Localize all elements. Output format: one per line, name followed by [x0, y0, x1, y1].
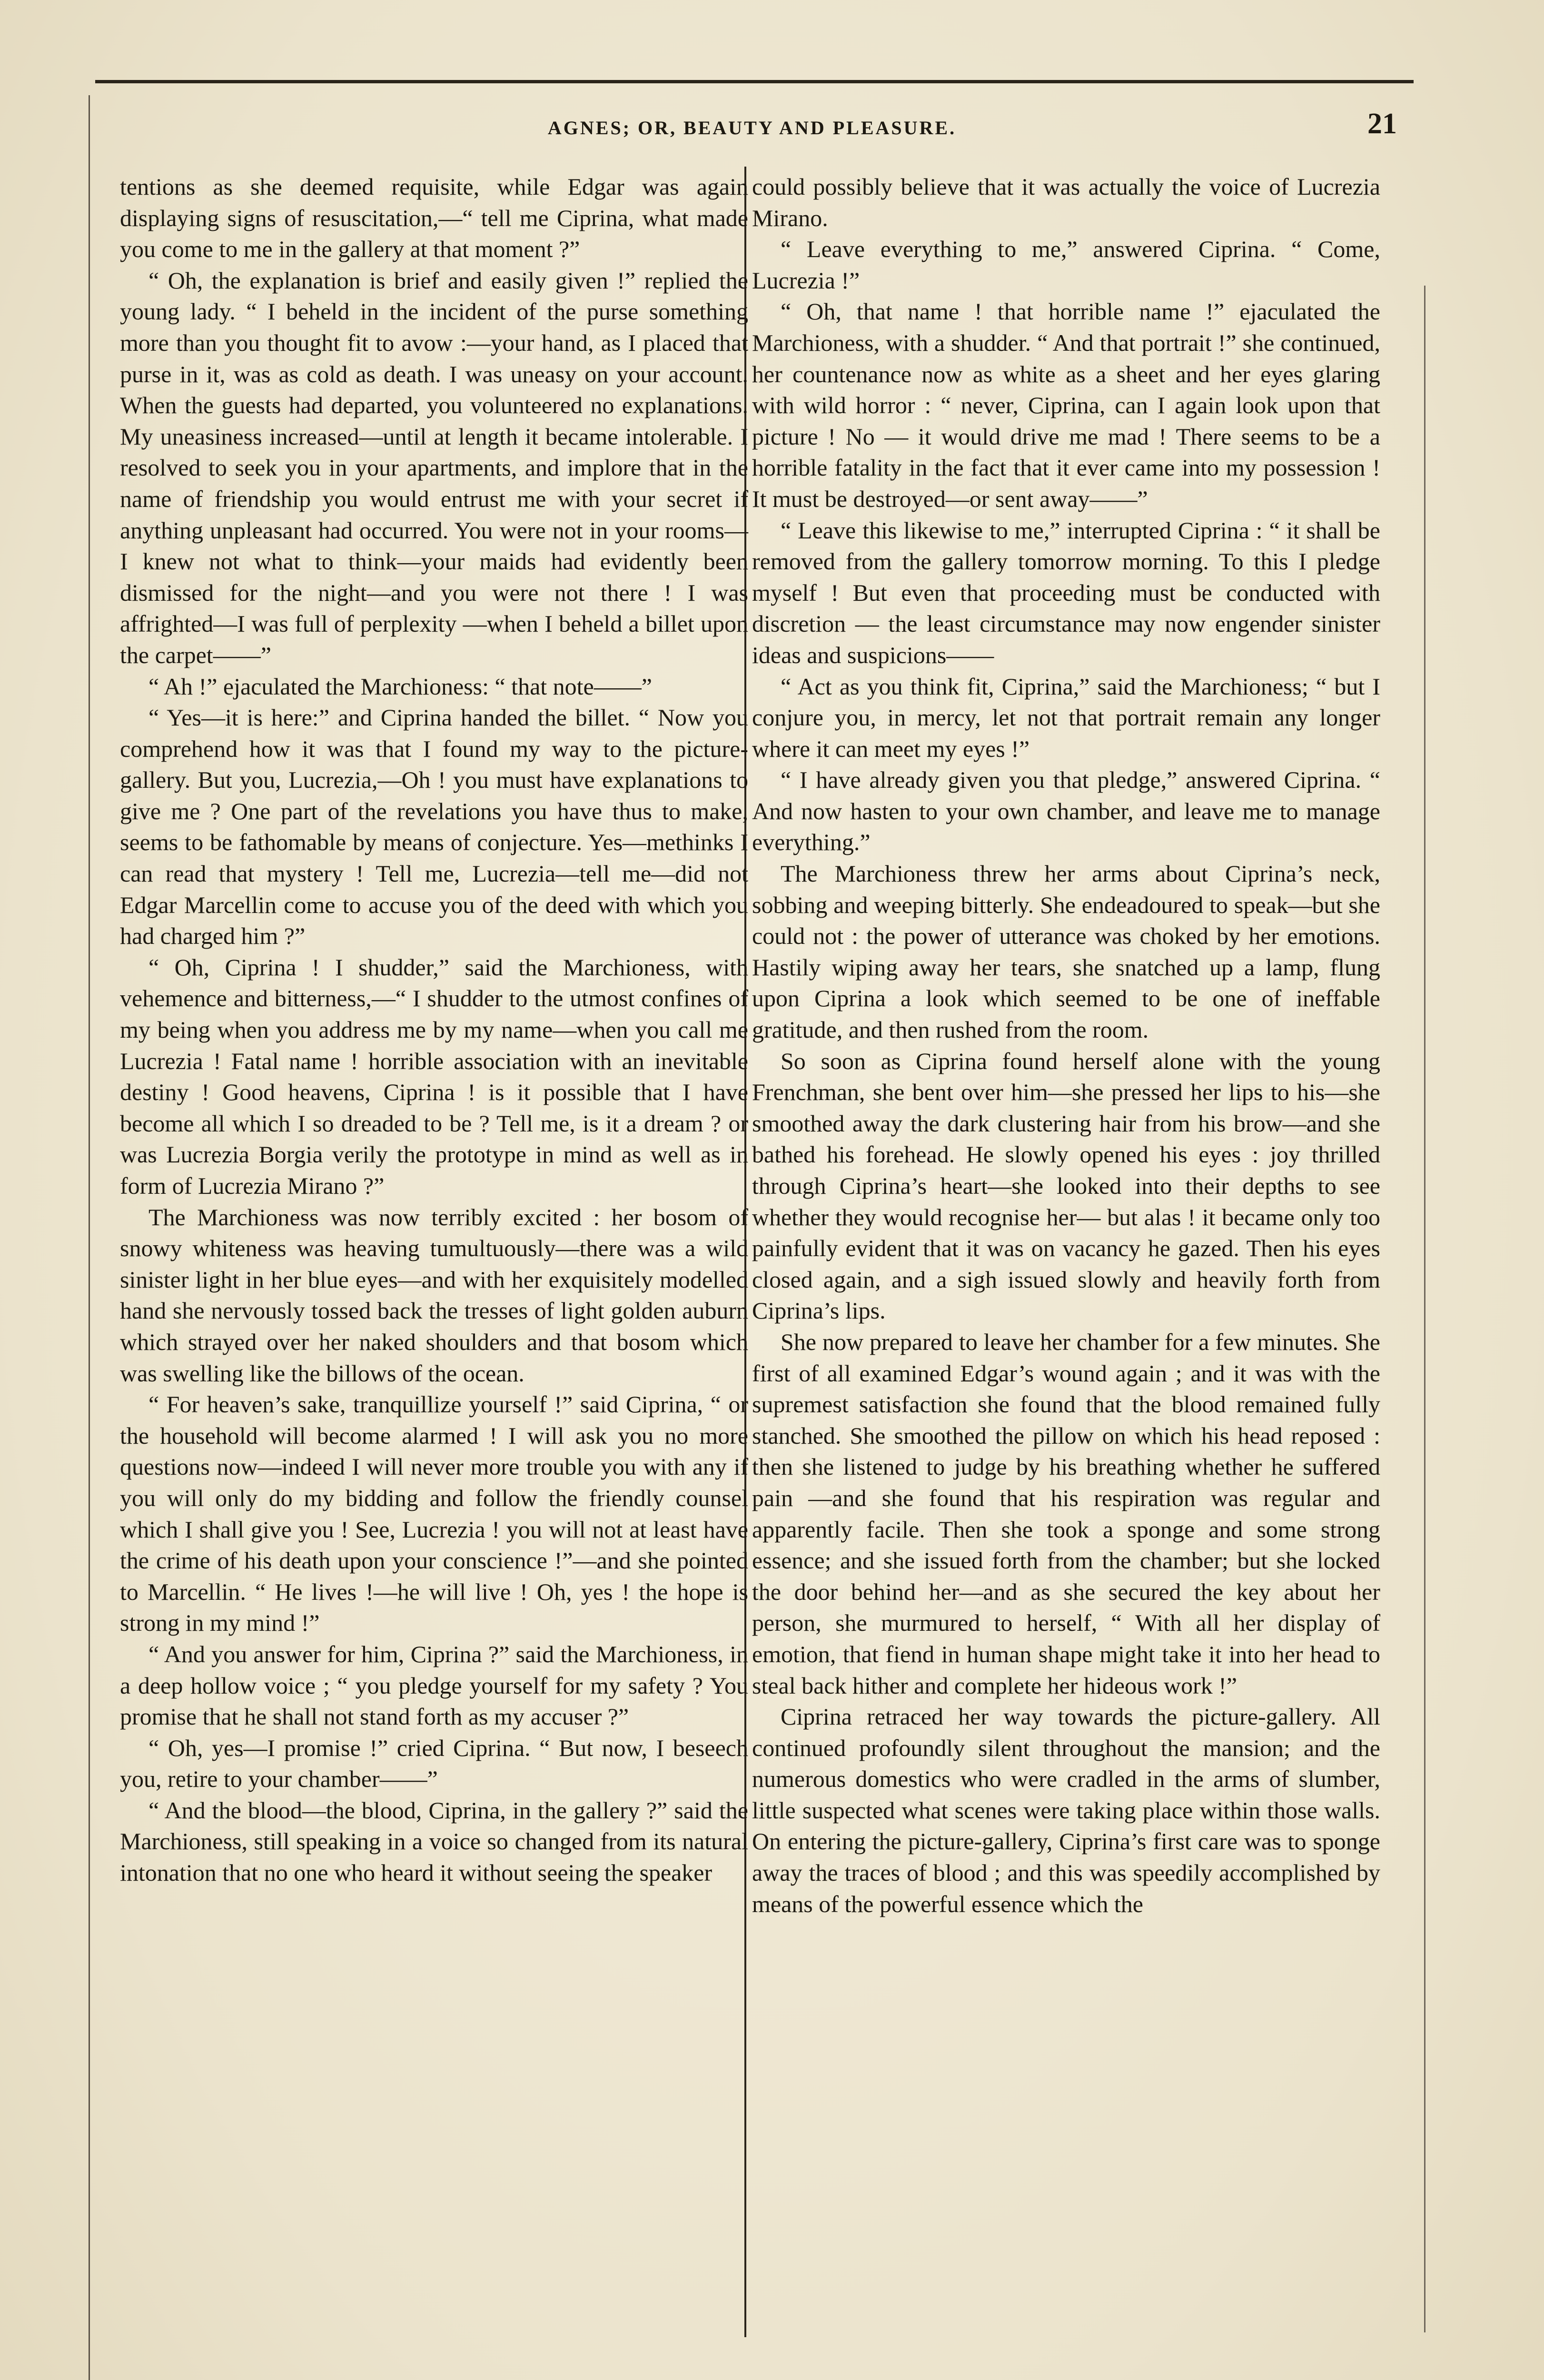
paragraph: could possibly believe that it was actually the voice of Lucrezia Mirano.: [752, 173, 1380, 231]
paragraph: She now prepared to leave her chamber for a few minutes. She first of all examined Edgar’s wound again ; and it was with the supremest satisfaction she found that the blood remained fully stanched. She smoothed the pillow on which his head reposed : then she listened to judge by his breathing whether he suffered pain —and she found that his respiration was regular and apparently facile. Then she took a sponge and some strong essence; and she issued forth from the chamber; but she locked the door behind her—and as she secured the key about her person, she murmured to herself, “ With all her display of emotion, that fiend in human shape might take it into her head to steal back hither and complete her hideous work !”: [752, 1328, 1380, 1699]
paragraph: “ And you answer for him, Ciprina ?” said the Marchioness, in a deep hollow voice ; “ you pledge yourself for my safety ? You promise that he shall not stand forth as my accuser ?”: [120, 1640, 748, 1730]
paragraph: “ Leave this likewise to me,” interrupted Ciprina : “ it shall be removed from the gallery tomorrow morning. To this I pledge myself ! But even that proceeding must be conducted with discretion — the least circumstance may now engender sinister ideas and suspicions——: [752, 516, 1380, 668]
left-column: [120, 171, 748, 1889]
paragraph: “ Oh, that name ! that horrible name !” ejaculated the Marchioness, with a shudder. “ And that portrait !” she continued, her countenance now as white as a sheet and her eyes glaring with wild horror : “ never, Ciprina, can I again look upon that picture ! No — it would drive me mad ! There seems to be a horrible fatality in the fact that it ever came into my possession ! It must be destroyed—or sent away——”: [752, 298, 1380, 512]
right-column: [752, 171, 1380, 1920]
left-edge-rule: [89, 95, 90, 2380]
page-number: 21: [1367, 108, 1397, 140]
paragraph: The Marchioness was now terribly excited : her bosom of snowy whiteness was heaving tumultuously—there was a wild sinister light in her blue eyes—and with her exquisitely modelled hand she nervously tossed back the tresses of light golden auburn which strayed over her naked shoulders and that bosom which was swelling like the billows of the ocean.: [120, 1203, 748, 1387]
paragraph: “ Act as you think fit, Ciprina,” said the Marchioness; “ but I conjure you, in mercy, let not that portrait remain any longer where it can meet my eyes !”: [752, 673, 1380, 762]
running-title: AGNES; OR, BEAUTY AND PLEASURE.: [547, 117, 957, 139]
paragraph: “ Ah !” ejaculated the Marchioness: “ that note——”: [148, 673, 652, 700]
paragraph: tentions as she deemed requisite, while Edgar was again displaying signs of resuscitation,—“ tell me Ciprina, what made you come to me in the gallery at that moment ?”: [120, 173, 748, 263]
paragraph: “ I have already given you that pledge,” answered Ciprina. “ And now hasten to your own chamber, and leave me to manage everything.”: [752, 766, 1380, 856]
paragraph: “ Oh, Ciprina ! I shudder,” said the Marchioness, with vehemence and bitterness,—“ I shudder to the utmost confines of my being when you address me by my name—when you call me Lucrezia ! Fatal name ! horrible association with an inevitable destiny ! Good heavens, Ciprina ! is it possible that I have become all which I so dreaded to be ? Tell me, is it a dream ? or was Lucrezia Borgia verily the prototype in mind as well as in form of Lucrezia Mirano ?”: [120, 953, 748, 1199]
paragraph: The Marchioness threw her arms about Ciprina’s neck, sobbing and weeping bitterly. She endeadoured to speak—but she could not : the power of utterance was choked by her emotions. Hastily wiping away her tears, she snatched up a lamp, flung upon Ciprina a look which seemed to be one of ineffable gratitude, and then rushed from the room.: [752, 860, 1380, 1043]
right-edge-rule: [1424, 286, 1425, 2332]
paragraph: “ And the blood—the blood, Ciprina, in the gallery ?” said the Marchioness, still speaking in a voice so changed from its natural intonation that no one who heard it without seeing the speaker: [120, 1796, 748, 1886]
paragraph: “ Oh, the explanation is brief and easily given !” replied the young lady. “ I beheld in the incident of the purse something more than you thought fit to avow :—your hand, as I placed that purse in it, was as cold as death. I was uneasy on your account. When the guests had departed, you volunteered no explanations. My uneasiness increased—until at length it became intolerable. I resolved to seek you in your apartments, and implore that in the name of friendship you would entrust me with your secret if anything unpleasant had occurred. You were not in your rooms—I knew not what to think—your maids had evidently been dismissed for the night—and you were not there ! I was affrighted—I was full of perplexity —when I beheld a billet upon the carpet——”: [120, 267, 748, 668]
header-rule: [95, 80, 1414, 83]
page-header: [95, 107, 1409, 159]
paragraph: “ For heaven’s sake, tranquillize yourself !” said Ciprina, “ or the household will become alarmed ! I will ask you no more questions now—indeed I will never more trouble you with any if you will only do my bidding and follow the friendly counsel which I shall give you ! See, Lucrezia ! you will not at least have the crime of his death upon your conscience !”—and she pointed to Marcellin. “ He lives !—he will live ! Oh, yes ! the hope is strong in my mind !”: [120, 1391, 748, 1636]
paragraph: Ciprina retraced her way towards the picture-gallery. All continued profoundly silent throughout the mansion; and the numerous domestics who were cradled in the arms of slumber, little suspected what scenes were taking place within those walls. On entering the picture-gallery, Ciprina’s first care was to sponge away the traces of blood ; and this was speedily accomplished by means of the powerful essence which the: [752, 1703, 1380, 1917]
paragraph: “ Yes—it is here:” and Ciprina handed the billet. “ Now you comprehend how it was that I found my way to the picture-gallery. But you, Lucrezia,—Oh ! you must have explanations to give me ? One part of the revelations you have thus to make, seems to be fathomable by means of conjecture. Yes—methinks I can read that mystery ! Tell me, Lucrezia—tell me—did not Edgar Marcellin come to accuse you of the deed with which you had charged him ?”: [120, 704, 748, 950]
paragraph: So soon as Ciprina found herself alone with the young Frenchman, she bent over him—she pressed her lips to his—she smoothed away the dark clustering hair from his brow—and she bathed his forehead. He slowly opened his eyes : joy thrilled through Ciprina’s heart—she looked into their depths to see whether they would recognise her— but alas ! it became only too painfully evident that it was on vacancy he gazed. Then his eyes closed again, and a sigh issued slowly and heavily forth from Ciprina’s lips.: [752, 1047, 1380, 1324]
paragraph: “ Leave everything to me,” answered Ciprina. “ Come, Lucrezia !”: [752, 236, 1380, 294]
paragraph: “ Oh, yes—I promise !” cried Ciprina. “ But now, I beseech you, retire to your chamber——”: [120, 1734, 748, 1793]
